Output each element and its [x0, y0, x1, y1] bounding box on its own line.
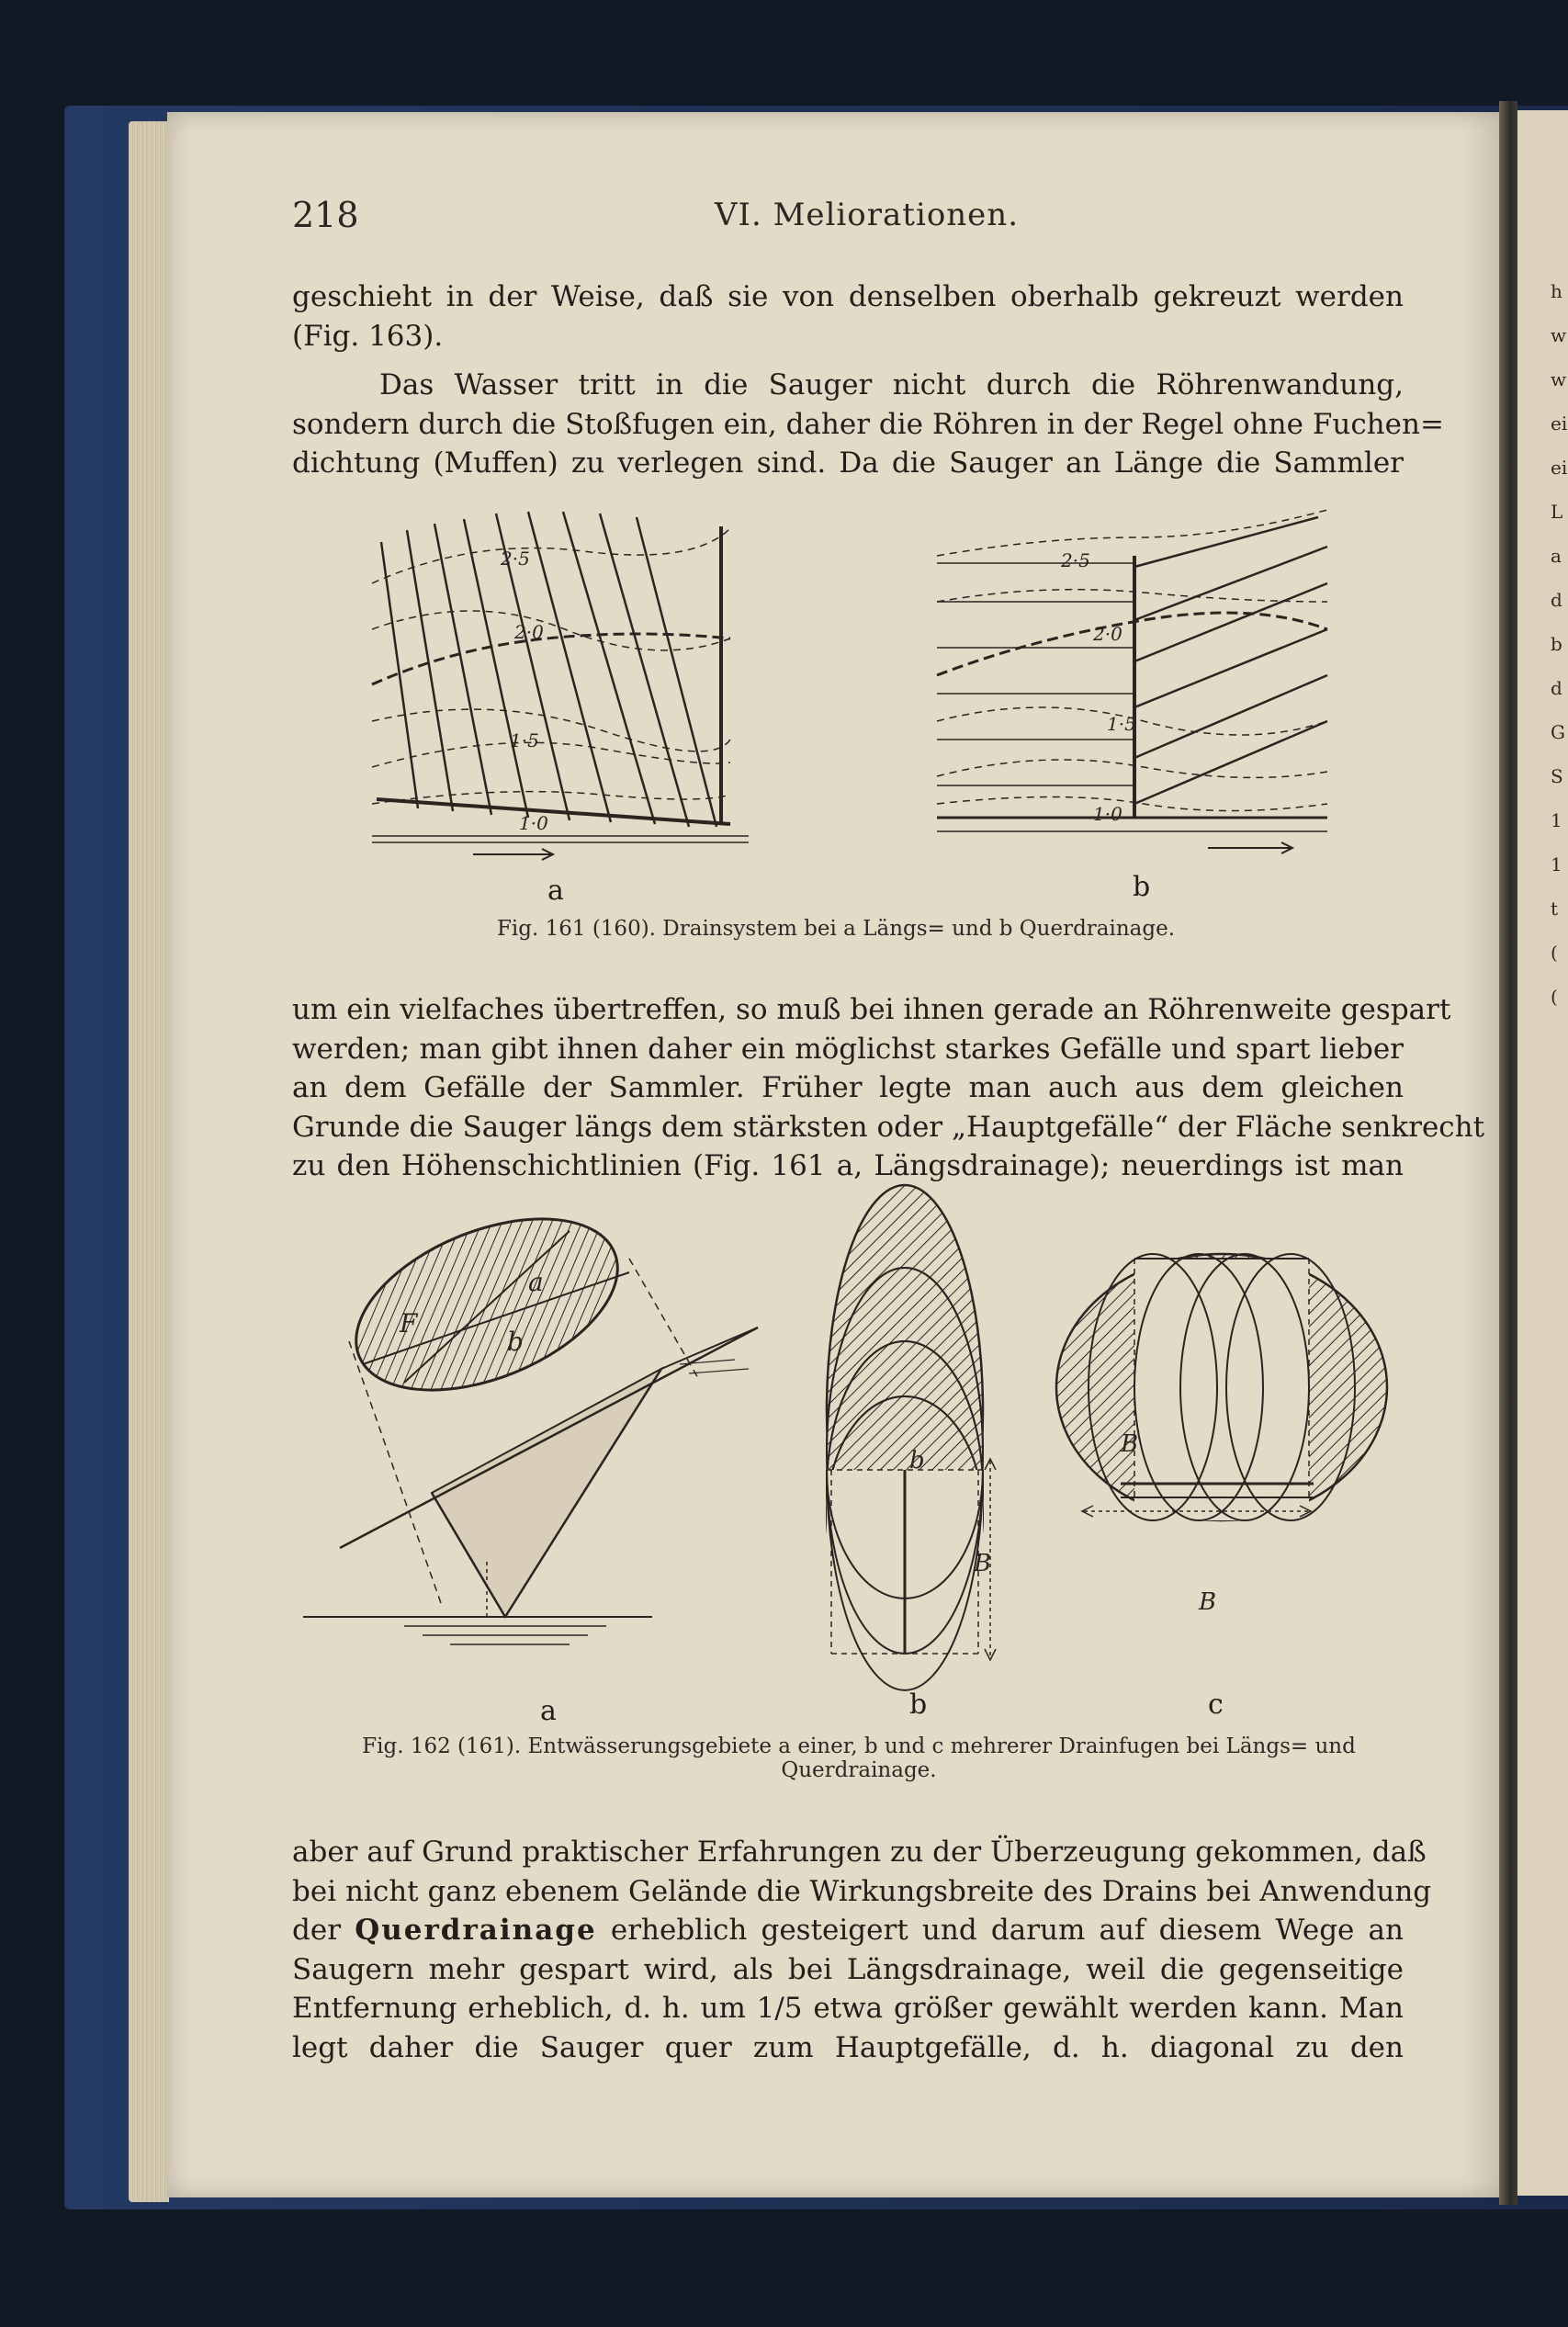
figure-162c-bottom-label: B — [1199, 1588, 1217, 1616]
next-page-fragment: a — [1551, 545, 1562, 567]
text-line: (Fig. 163). — [292, 319, 444, 353]
paragraph-2 — [292, 366, 1444, 483]
paragraph-3 — [292, 990, 1485, 1186]
caption-line: Querdrainage. — [781, 1758, 937, 1782]
next-page-fragment: b — [1551, 633, 1562, 655]
next-page-fragment: G — [1551, 721, 1565, 743]
caption-line: Fig. 162 (161). Entwässerungsgebiete a einer, b und c mehrerer Drainfugen bei Längs= und — [362, 1734, 1356, 1758]
contour-label: 1·5 — [1107, 713, 1136, 735]
next-page-fragment: S — [1551, 765, 1563, 787]
figure-162c-inner-label: B — [1121, 1430, 1139, 1458]
text-line: bei nicht ganz ebenem Gelände die Wirkungsbreite des Drains bei Anwendung — [292, 1874, 1432, 1908]
ellipse-label: b — [507, 1327, 524, 1357]
figure-161b-drawing — [932, 501, 1337, 868]
text-line: aber auf Grund praktischer Erfahrungen zu der Überzeugung gekommen, daß — [292, 1836, 1427, 1869]
contour-label: 1·0 — [519, 812, 548, 834]
text-fragment: der — [292, 1914, 342, 1947]
text-line: sondern durch die Stoßfugen ein, daher die Röhren in der Regel ohne Fuchen= — [292, 407, 1444, 441]
figure-162c — [1056, 1254, 1387, 1520]
figure-161-label-a: a — [547, 875, 564, 907]
text-line: Grunde die Sauger längs dem stärksten oder „Hauptgefälle“ der Fläche senkrecht — [292, 1110, 1485, 1144]
figure-162-label-b: b — [909, 1689, 928, 1721]
ellipse-label: F — [400, 1308, 418, 1339]
next-page-fragment: t — [1551, 898, 1559, 920]
figure-162-caption — [312, 1734, 1405, 1782]
ellipse-label: a — [528, 1267, 544, 1297]
page-header — [292, 195, 1404, 241]
contour-label: 2·0 — [514, 621, 544, 643]
text-line: zu den Höhenschichtlinien (Fig. 161 a, Längsdrainage); neuerdings ist man — [292, 1149, 1404, 1182]
text-line: werden; man gibt ihnen daher ein möglichst starkes Gefälle und spart lieber — [292, 1032, 1404, 1066]
next-page-fragment: ei — [1551, 457, 1568, 479]
figure-161-caption: Fig. 161 (160). Drainsystem bei a Längs= und b Querdrainage. — [496, 917, 1176, 941]
text-line: geschieht in der Weise, daß sie von denselben oberhalb gekreuzt werden — [292, 280, 1404, 313]
emphasized-term: Querdrainage — [355, 1914, 597, 1947]
text-line: Saugern mehr gespart wird, als bei Längsdrainage, weil die gegenseitige — [292, 1952, 1404, 1986]
paragraph-4 — [292, 1833, 1432, 2067]
next-page-fragment: h — [1551, 280, 1562, 302]
next-page-fragment: ( — [1551, 986, 1558, 1008]
contour-label: 2·5 — [501, 548, 530, 570]
next-page-fragment: 1 — [1551, 809, 1562, 831]
next-page-fragment: w — [1551, 368, 1567, 390]
figure-162-label-c: c — [1208, 1689, 1224, 1721]
text-line: um ein vielfaches übertreffen, so muß bei ihnen gerade an Röhrenweite gespart — [292, 993, 1451, 1026]
text-line: legt daher die Sauger quer zum Hauptgefälle, d. h. diagonal zu den — [292, 2030, 1404, 2064]
text-line: dichtung (Muffen) zu verlegen sind. Da die Sauger an Länge die Sammler — [292, 446, 1404, 480]
figure-162-label-a: a — [540, 1695, 557, 1727]
next-page-fragment: d — [1551, 589, 1562, 611]
text-line — [292, 1911, 1404, 1950]
next-page-fragment: ei — [1551, 412, 1568, 435]
next-page-fragment: w — [1551, 324, 1567, 346]
next-page-fragment: L — [1551, 501, 1563, 523]
figure-162b — [827, 1185, 996, 1690]
next-page-fragment: 1 — [1551, 853, 1562, 875]
running-title: VI. Meliorationen. — [715, 197, 1020, 233]
figure-162-drawing — [294, 1185, 1396, 1663]
contour-label: 1·0 — [1093, 803, 1122, 825]
book-gutter — [1499, 101, 1517, 2205]
page-edges — [129, 121, 169, 2202]
figure-161a-drawing — [363, 501, 758, 868]
next-page-fragment: ( — [1551, 942, 1558, 964]
figure-162b-side-label: B — [974, 1550, 992, 1577]
figure-162b-inner-label: b — [909, 1447, 925, 1474]
next-page-edge — [1517, 110, 1568, 2196]
page-number: 218 — [292, 195, 359, 235]
contour-label: 1·5 — [510, 729, 539, 751]
text-line: Das Wasser tritt in die Sauger nicht durch die Röhrenwandung, — [379, 368, 1404, 401]
contour-label: 2·0 — [1093, 623, 1122, 645]
paragraph-1 — [292, 277, 1404, 356]
next-page-fragment: d — [1551, 677, 1562, 699]
contour-label: 2·5 — [1061, 549, 1090, 571]
figure-161-label-b: b — [1133, 871, 1151, 903]
text-fragment: erheblich gesteigert und darum auf diesem Wege an — [610, 1914, 1404, 1947]
figure-162a — [303, 1185, 758, 1644]
text-line: an dem Gefälle der Sammler. Früher legte man auch aus dem gleichen — [292, 1071, 1404, 1104]
text-line: Entfernung erheblich, d. h. um 1/5 etwa größer gewählt werden kann. Man — [292, 1992, 1404, 2025]
